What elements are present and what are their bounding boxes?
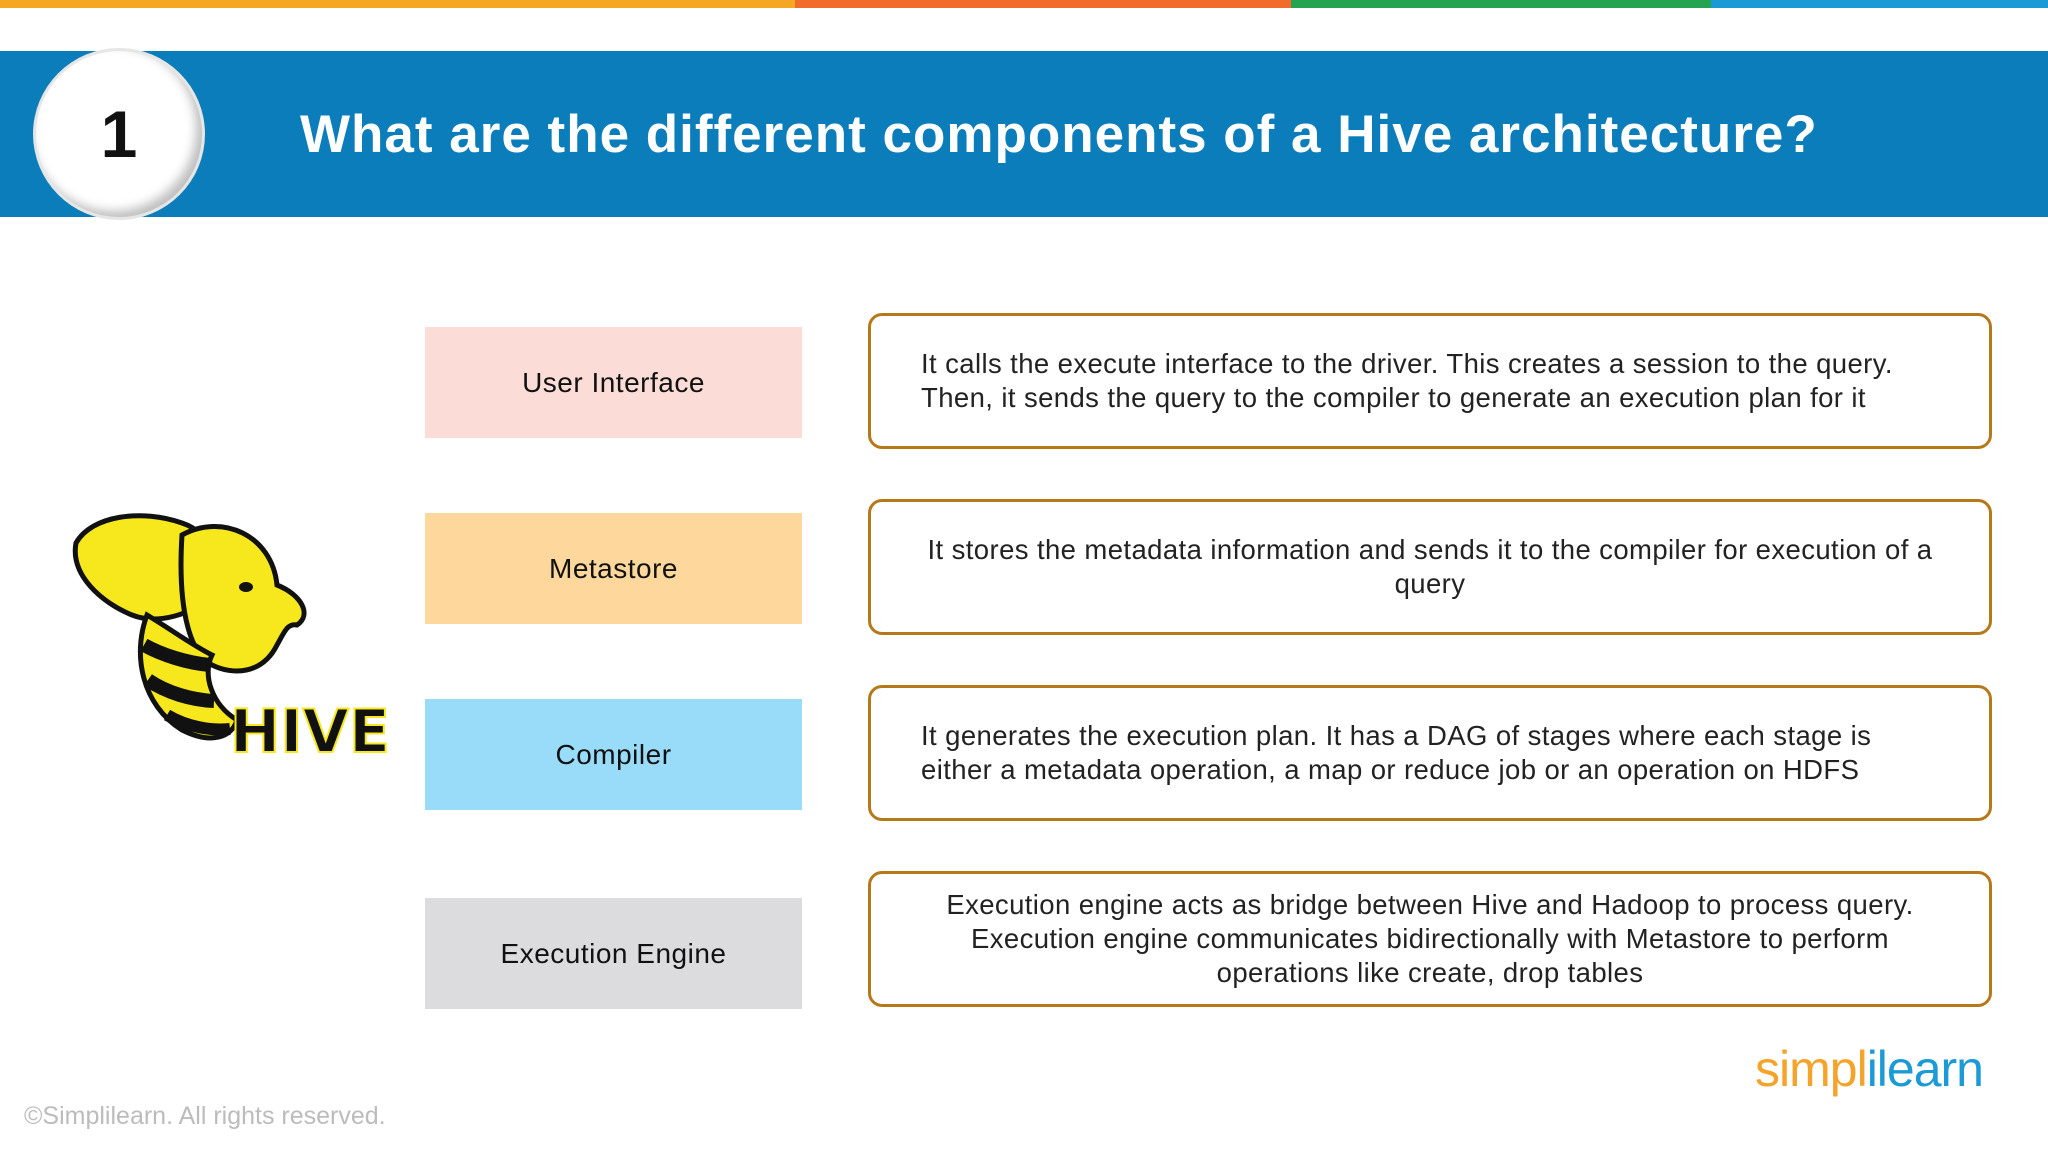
simplilearn-logo bbox=[1755, 1040, 1983, 1098]
hive-elephant-icon bbox=[62, 505, 390, 767]
component-label-execution-engine: Execution Engine bbox=[425, 898, 802, 1009]
description-user-interface: It calls the execute interface to the driver. This creates a session to the query. Then, it sends the query to the compiler to generate an execution plan for it bbox=[868, 313, 1992, 449]
description-compiler: It generates the execution plan. It has a DAG of stages where each stage is either a metadata operation, a map or reduce job or an operation on HDFS bbox=[868, 685, 1992, 821]
page-title: What are the different components of a Hive architecture? bbox=[300, 104, 1818, 164]
brand-text-part1: simpl bbox=[1755, 1041, 1867, 1097]
copyright-text: ©Simplilearn. All rights reserved. bbox=[24, 1102, 386, 1130]
hive-logo-text: HIVE bbox=[230, 697, 390, 767]
hive-logo bbox=[62, 505, 390, 767]
top-bar-red bbox=[795, 0, 1291, 8]
component-label-compiler: Compiler bbox=[425, 699, 802, 810]
top-color-bar bbox=[0, 0, 2048, 8]
component-label-user-interface: User Interface bbox=[425, 327, 802, 438]
brand-text-part2: ilearn bbox=[1866, 1041, 1983, 1097]
question-number-badge: 1 bbox=[36, 51, 202, 217]
description-execution-engine: Execution engine acts as bridge between Hive and Hadoop to process query. Execution engine communicates bidirectionally with Metastore to perform operations like create, drop tables bbox=[868, 871, 1992, 1007]
component-label-metastore: Metastore bbox=[425, 513, 802, 624]
top-bar-orange bbox=[0, 0, 795, 8]
top-bar-blue bbox=[1711, 0, 2048, 8]
top-bar-green bbox=[1291, 0, 1711, 8]
description-metastore: It stores the metadata information and sends it to the compiler for execution of a query bbox=[868, 499, 1992, 635]
